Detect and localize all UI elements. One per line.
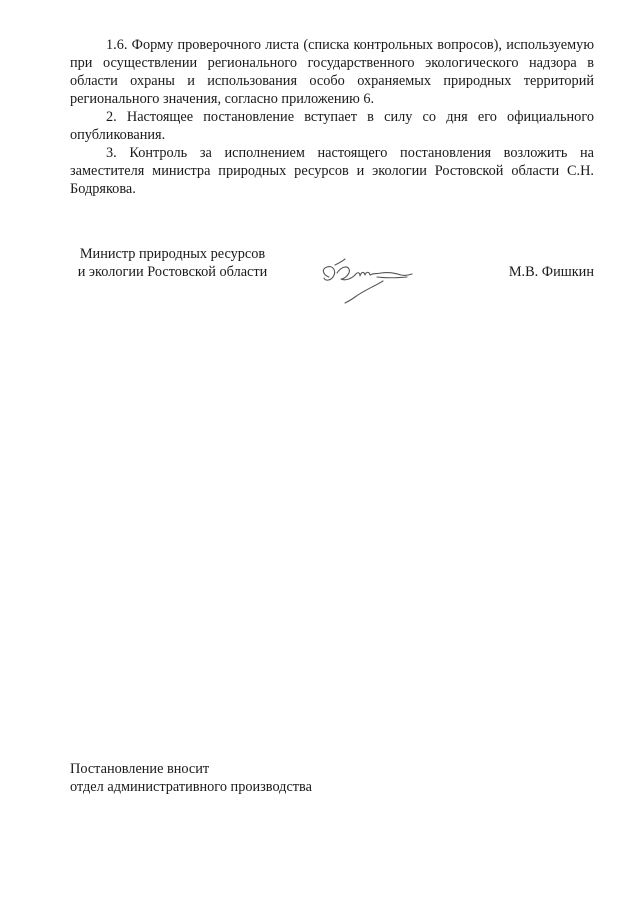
signatory-name: М.В. Фишкин: [508, 264, 594, 280]
signatory-position-line-2: и экологии Ростовской области: [77, 264, 268, 280]
handwritten-signature: [315, 251, 425, 305]
footer-note: [70, 760, 312, 796]
signatory-position: [60, 245, 285, 281]
paragraph-1-6: 1.6. Форму проверочного листа (списка контрольных вопросов), используемую при осуществлении регионального государственного экологического надзора в области охраны и использования особо охраняемых природных территорий регионального значения, согласно приложению 6.: [70, 37, 594, 107]
paragraph-2: 2. Настоящее постановление вступает в силу со дня его официального опубликования.: [70, 109, 594, 143]
paragraph-3: 3. Контроль за исполнением настоящего постановления возложить на заместителя министра природных ресурсов и экологии Ростовской области С.Н. Бодрякова.: [70, 145, 594, 197]
body-text: [70, 36, 594, 198]
signature-block: [60, 245, 600, 305]
signatory-position-line-1: Министр природных ресурсов: [79, 246, 266, 262]
footer-line-1: Постановление вносит: [70, 761, 210, 777]
footer-line-2: отдел административного производства: [70, 779, 312, 795]
